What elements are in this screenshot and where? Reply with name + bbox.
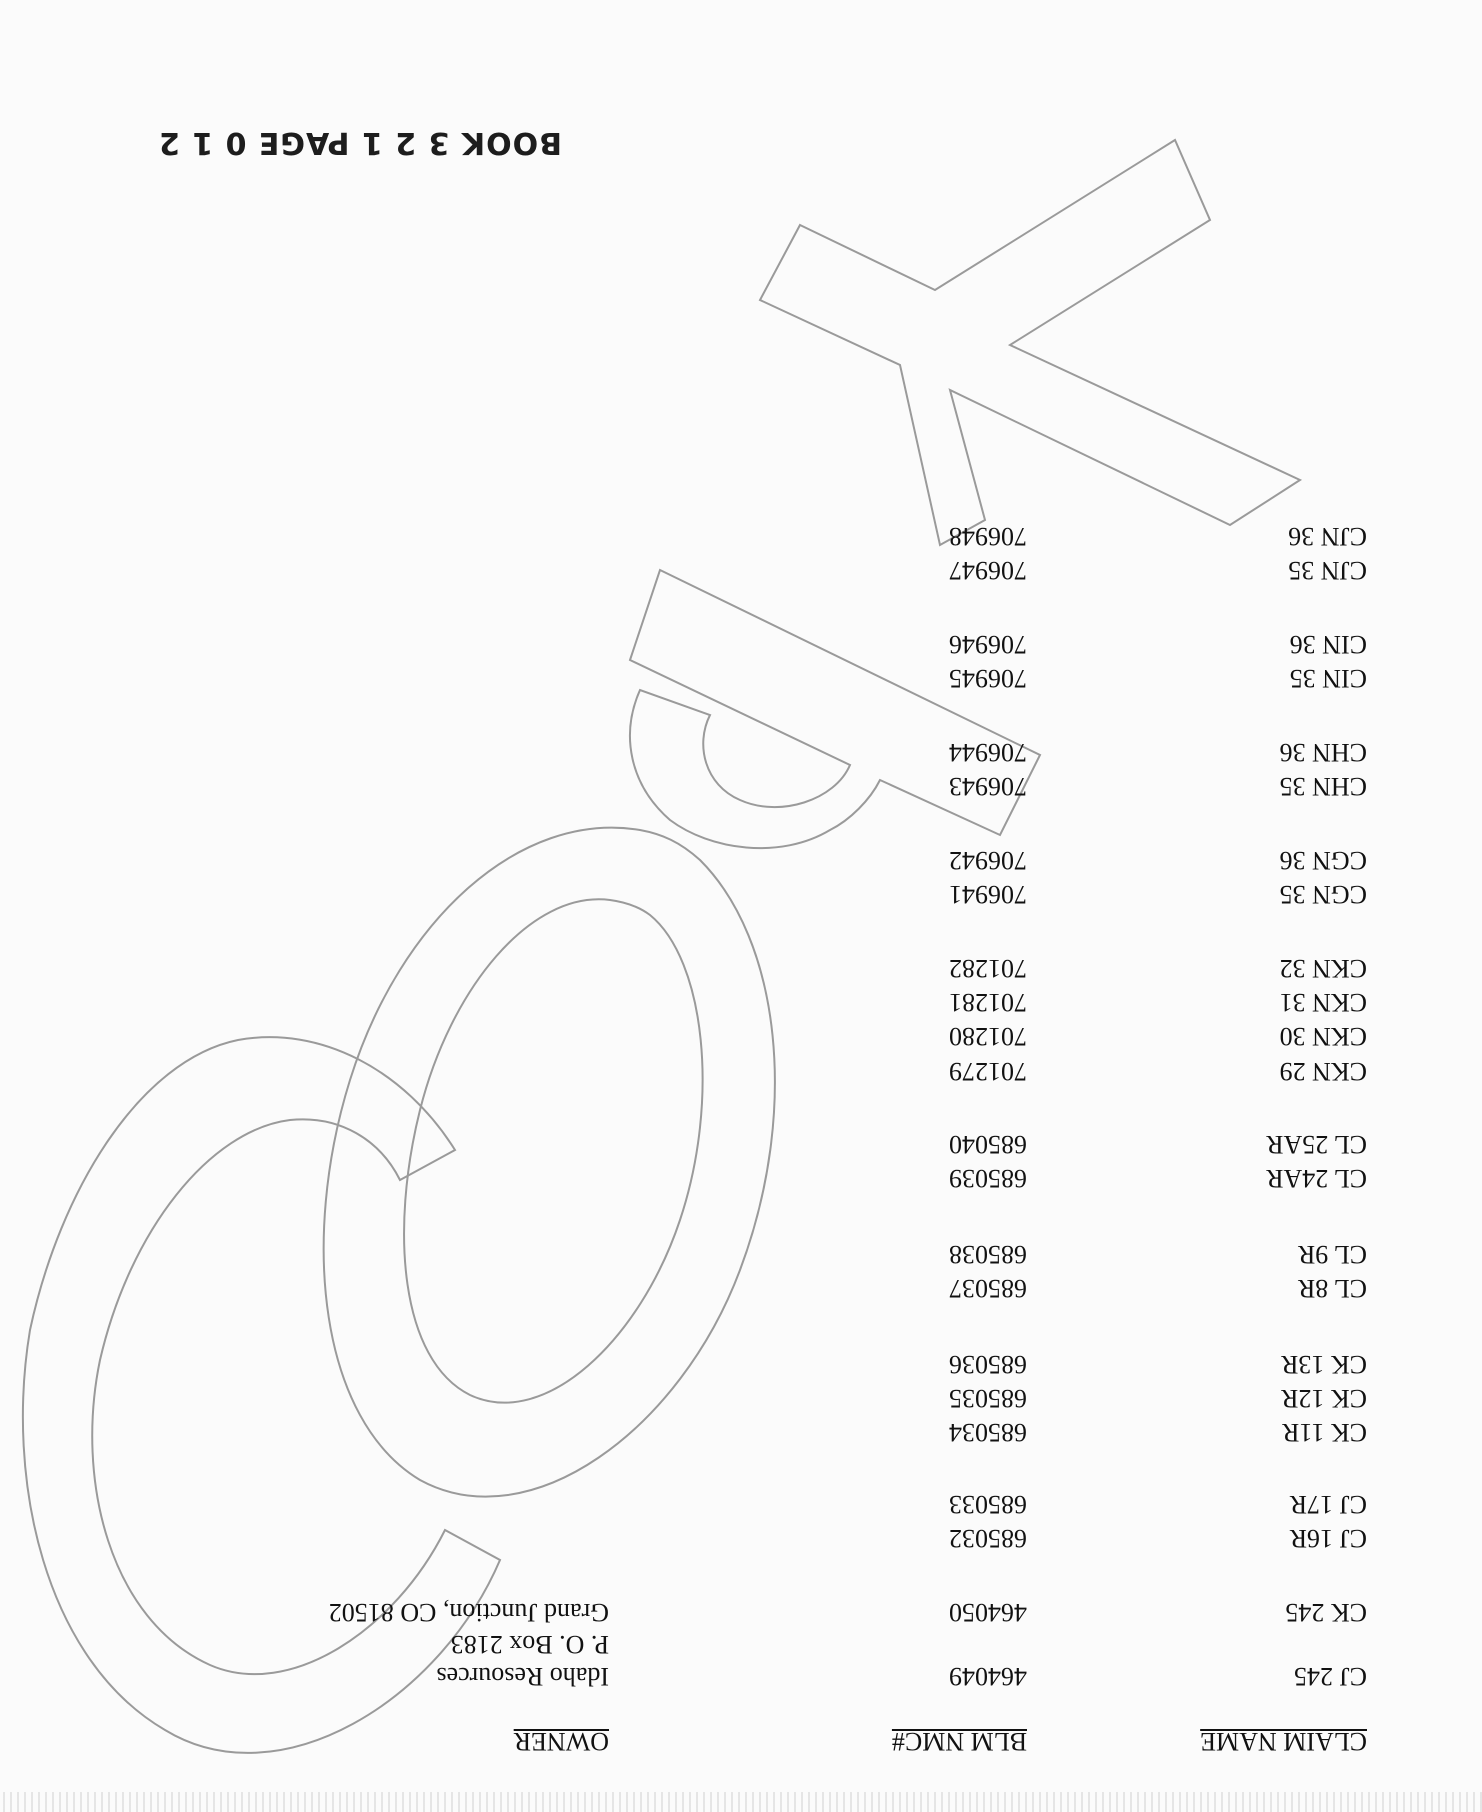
claim-name: CJ 245 (1294, 1662, 1367, 1691)
blm-nmc: 706944 (949, 738, 1027, 767)
table-row (0, 1053, 1482, 1087)
table-row (0, 1414, 1482, 1448)
claim-name: CJ 17R (1289, 1490, 1367, 1519)
table-row (0, 1160, 1482, 1194)
table-row (0, 876, 1482, 910)
blm-nmc: 706947 (949, 556, 1027, 585)
blm-nmc: 685039 (949, 1164, 1027, 1193)
blm-nmc: 685036 (949, 1350, 1027, 1379)
table-row (0, 950, 1482, 984)
blm-nmc: 701282 (949, 954, 1027, 983)
table-row (0, 626, 1482, 660)
claim-name: CK 245 (1285, 1598, 1367, 1627)
claim-name: CHN 36 (1279, 738, 1367, 767)
owner-name: Idaho Resources (436, 1662, 609, 1691)
claim-name: CJN 36 (1288, 522, 1367, 551)
blm-nmc: 706941 (949, 880, 1027, 909)
table-row (0, 984, 1482, 1018)
blm-nmc: 464050 (949, 1598, 1027, 1627)
claim-name: CGN 35 (1279, 880, 1367, 909)
table-row (0, 1126, 1482, 1160)
blm-nmc: 706946 (949, 630, 1027, 659)
table-row (0, 1236, 1482, 1270)
blm-nmc: 685038 (949, 1240, 1027, 1269)
table-row (0, 660, 1482, 694)
book-page-stamp: BOOK 3 2 1 PAGE 0 1 2 (157, 125, 562, 160)
table-row (0, 1018, 1482, 1052)
blm-nmc: 685033 (949, 1490, 1027, 1519)
table-row (0, 552, 1482, 586)
claim-name: CL 8R (1297, 1274, 1367, 1303)
blm-nmc: 685037 (949, 1274, 1027, 1303)
blm-nmc: 701279 (949, 1057, 1027, 1086)
table-row (0, 768, 1482, 802)
table-row (0, 518, 1482, 552)
blm-nmc: 464049 (949, 1662, 1027, 1691)
claim-name: CIN 36 (1289, 630, 1367, 659)
blm-nmc: 701280 (949, 1022, 1027, 1051)
claim-name: CKN 31 (1279, 988, 1367, 1017)
claim-name: CJ 16R (1289, 1524, 1367, 1553)
owner-city: Grand Junction, CO 81502 (328, 1598, 609, 1627)
claim-name: CIN 35 (1289, 664, 1367, 693)
table-headers (0, 1717, 1482, 1757)
blm-nmc: 685035 (949, 1384, 1027, 1413)
claim-name: CL 25AR (1266, 1130, 1367, 1159)
blm-nmc: 706945 (949, 664, 1027, 693)
claim-name: CJN 35 (1288, 556, 1367, 585)
blm-nmc: 685032 (949, 1524, 1027, 1553)
claim-name: CK 11R (1282, 1418, 1367, 1447)
owner-po-box: P. O. Box 2183 (450, 1630, 609, 1659)
header-claim-name: CLAIM NAME (1200, 1727, 1367, 1756)
table-row (0, 1658, 1482, 1692)
blm-nmc: 701281 (949, 988, 1027, 1017)
claim-name: CKN 32 (1279, 954, 1367, 983)
blm-nmc: 685034 (949, 1418, 1027, 1447)
table-row (0, 1270, 1482, 1304)
owner-address-row (0, 1626, 1482, 1660)
claim-name: CK 13R (1281, 1350, 1367, 1379)
claim-name: CKN 30 (1279, 1022, 1367, 1051)
claim-name: CHN 35 (1279, 772, 1367, 801)
table-row (0, 1486, 1482, 1520)
blm-nmc: 685040 (949, 1130, 1027, 1159)
header-owner: OWNER (513, 1727, 609, 1756)
claim-name: CL 24AR (1266, 1164, 1367, 1193)
claim-name: CK 12R (1281, 1384, 1367, 1413)
claim-name: CL 9R (1297, 1240, 1367, 1269)
claim-name: CKN 29 (1279, 1057, 1367, 1086)
table-row (0, 1380, 1482, 1414)
blm-nmc: 706942 (949, 846, 1027, 875)
table-row (0, 1594, 1482, 1628)
blm-nmc: 706948 (949, 522, 1027, 551)
table-row (0, 734, 1482, 768)
blm-nmc: 706943 (949, 772, 1027, 801)
table-row (0, 1346, 1482, 1380)
table-row (0, 1520, 1482, 1554)
header-blm-nmc: BLM NMC# (891, 1727, 1027, 1756)
table-row (0, 842, 1482, 876)
claim-name: CGN 36 (1279, 846, 1367, 875)
